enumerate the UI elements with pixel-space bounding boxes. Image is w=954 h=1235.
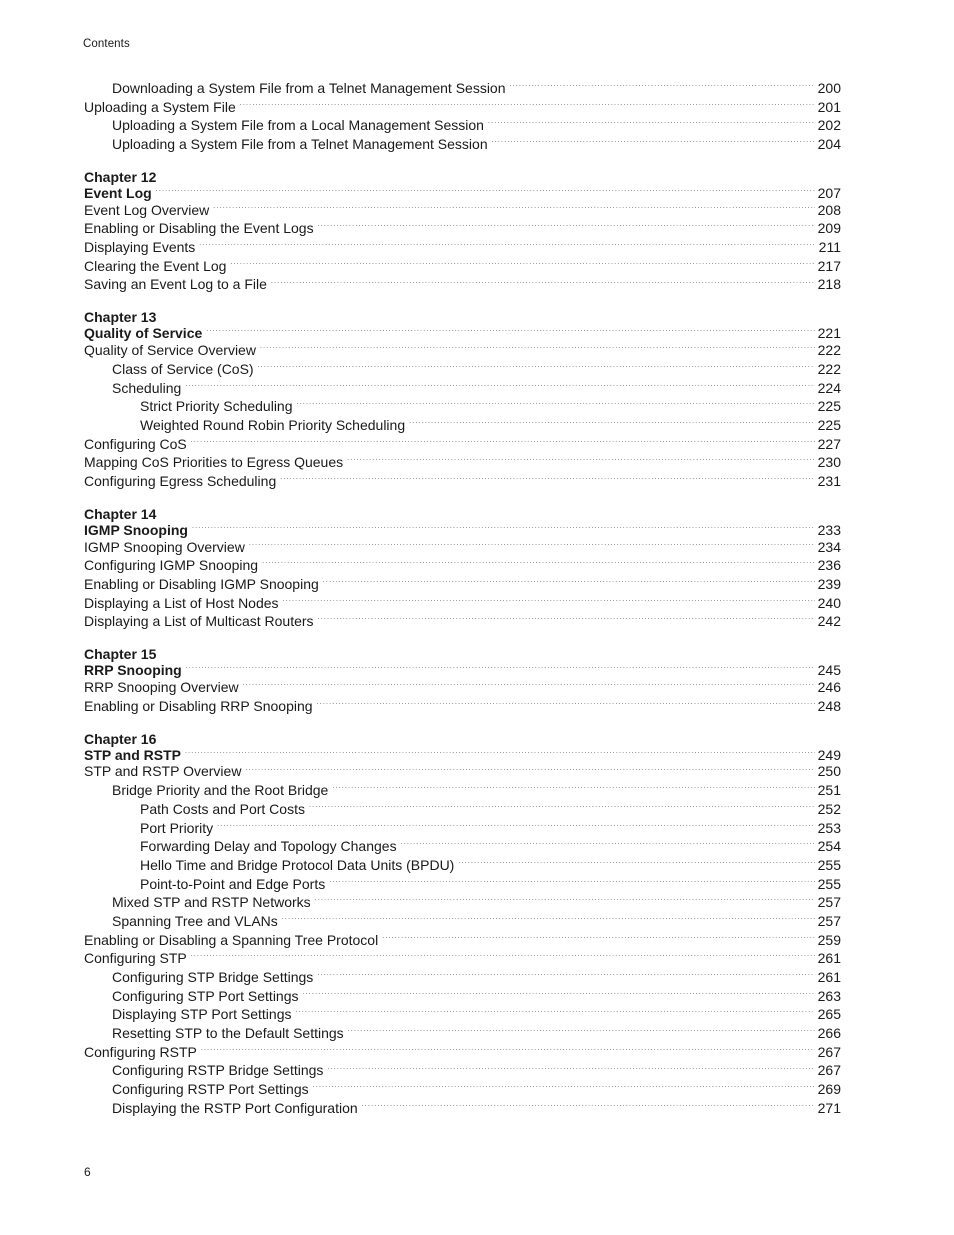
toc-entry-title: Enabling or Disabling a Spanning Tree Protocol [84,931,379,948]
toc-entry-page: 221 [817,325,841,342]
toc-entry-title: Event Log Overview [84,201,210,218]
dot-leader [315,890,815,909]
toc-entry-title: Event Log [84,184,152,201]
toc-entry-title: Configuring STP [84,950,187,967]
toc-entry-page: 245 [817,662,841,679]
dot-leader [492,132,815,151]
dot-leader [348,1021,815,1040]
toc-entry-page: 231 [817,472,841,489]
toc-entry-title: Uploading a System File [84,98,236,115]
toc-entry-title: Uploading a System File from a Telnet Management Session [112,136,488,153]
dot-leader [327,1059,814,1078]
dot-leader [401,834,815,853]
dot-leader [191,432,815,451]
toc-entry-title: Mixed STP and RSTP Networks [112,894,311,911]
dot-leader [313,1077,815,1096]
toc-entry-page: 267 [817,1043,841,1060]
dot-leader [317,694,815,713]
toc-entry[interactable] [84,1099,841,1118]
toc-entry-title: RRP Snooping [84,662,182,679]
dot-leader [488,113,815,132]
toc-entry-page: 251 [817,782,841,799]
dot-leader [245,760,814,779]
toc-entry-title: Configuring RSTP Bridge Settings [112,1062,324,1079]
toc-entry-title: STP and RSTP [84,746,181,763]
toc-entry-title: Scheduling [112,379,182,396]
toc-entry-page: 250 [817,763,841,780]
toc-entry-title: Enabling or Disabling the Event Logs [84,220,314,237]
dot-leader [213,198,814,217]
dot-leader [283,591,815,610]
dot-leader [156,182,815,198]
dot-leader [206,322,814,338]
toc-entry-title: Clearing the Event Log [84,257,227,274]
toc-entry-page: 252 [817,800,841,817]
dot-leader [230,254,814,273]
dot-leader [280,469,814,488]
toc-entry-page: 255 [817,856,841,873]
toc-entry-page: 265 [817,1006,841,1023]
toc-entry-title: Configuring CoS [84,435,187,452]
toc-entry-page: 209 [817,220,841,237]
toc-entry-page: 236 [817,557,841,574]
toc-entry-title: Path Costs and Port Costs [140,800,305,817]
toc-entry-title: Bridge Priority and the Root Bridge [112,782,329,799]
toc-entry-title: Displaying the RSTP Port Configuration [112,1099,358,1116]
toc-entry-title: Enabling or Disabling IGMP Snooping [84,576,319,593]
dot-leader [296,1002,815,1021]
toc-entry-title: STP and RSTP Overview [84,763,242,780]
toc-entry[interactable] [84,612,841,631]
dot-leader [329,872,814,891]
dot-leader [243,675,815,694]
toc-entry-title: Configuring RSTP Port Settings [112,1081,309,1098]
toc-entry-title: Configuring STP Bridge Settings [112,969,314,986]
toc-entry-title: Displaying STP Port Settings [112,1006,292,1023]
toc-entry-page: 211 [818,239,841,256]
toc-entry-title: IGMP Snooping [84,521,188,538]
dot-leader [510,76,815,95]
dot-leader [318,216,815,235]
toc-entry-page: 222 [817,342,841,359]
toc-entry-page: 267 [817,1062,841,1079]
toc-entry-page: 255 [817,875,841,892]
toc-entry-page: 269 [817,1081,841,1098]
toc-entry-page: 208 [817,201,841,218]
toc-entry-title: Resetting STP to the Default Settings [112,1025,344,1042]
dot-leader [260,338,815,357]
toc-entry-page: 242 [817,613,841,630]
toc-entry-page: 234 [817,538,841,555]
toc-entry-title: Hello Time and Bridge Protocol Data Units (BPDU) [140,856,455,873]
toc-entry-page: 254 [817,838,841,855]
toc-entry-title: Uploading a System File from a Local Management Session [112,117,484,134]
dot-leader [217,816,815,835]
toc-entry-title: Displaying a List of Host Nodes [84,594,279,611]
toc-entry-page: 257 [817,912,841,929]
dot-leader [185,376,814,395]
toc-entry-page: 257 [817,894,841,911]
toc-entry-page: 224 [817,379,841,396]
dot-leader [199,235,815,254]
toc-entry-title: Spanning Tree and VLANs [112,912,278,929]
toc-entry-title: Mapping CoS Priorities to Egress Queues [84,454,344,471]
dot-leader [185,744,815,760]
dot-leader [191,946,815,965]
dot-leader [258,357,815,376]
page-number: 6 [84,1165,91,1179]
toc-entry-title: Configuring STP Port Settings [112,987,299,1004]
toc-entry-page: 225 [817,416,841,433]
dot-leader [382,928,814,947]
toc-entry-page: 201 [817,98,841,115]
toc-entry-title: Configuring IGMP Snooping [84,557,259,574]
table-of-contents [84,79,841,1118]
dot-leader [362,1096,815,1115]
toc-entry-title: Forwarding Delay and Topology Changes [140,838,397,855]
dot-leader [323,572,815,591]
toc-entry-page: 200 [817,79,841,96]
toc-entry-title: Weighted Round Robin Priority Scheduling [140,416,406,433]
toc-entry-page: 204 [817,136,841,153]
dot-leader [303,984,815,1003]
dot-leader [409,413,815,432]
toc-entry-page: 207 [817,184,841,201]
toc-entry-page: 261 [817,969,841,986]
toc-entry-title: Class of Service (CoS) [112,360,254,377]
dot-leader [297,394,815,413]
toc-entry-page: 246 [817,679,841,696]
chapter-label: Chapter 12 [84,168,157,185]
toc-entry-title: Port Priority [140,819,214,836]
toc-entry-title: Configuring Egress Scheduling [84,472,277,489]
toc-entry-title: Enabling or Disabling RRP Snooping [84,697,313,714]
toc-entry-page: 233 [817,521,841,538]
dot-leader [271,273,815,292]
dot-leader [282,909,815,928]
chapter-label: Chapter 14 [84,505,157,522]
dot-leader [186,659,815,675]
toc-entry-page: 217 [817,257,841,274]
chapter-label: Chapter 16 [84,730,157,747]
toc-entry-title: Point-to-Point and Edge Ports [140,875,326,892]
toc-entry-title: Displaying a List of Multicast Routers [84,613,314,630]
toc-entry-page: 222 [817,360,841,377]
dot-leader [249,535,815,554]
dot-leader [347,450,815,469]
chapter-label: Chapter 13 [84,309,157,326]
dot-leader [332,778,814,797]
dot-leader [317,965,814,984]
toc-entry-title: Configuring RSTP [84,1043,197,1060]
toc-entry-page: 230 [817,454,841,471]
toc-entry[interactable] [84,276,841,295]
toc-entry-page: 263 [817,987,841,1004]
dot-leader [318,609,815,628]
toc-entry-page: 202 [817,117,841,134]
toc-entry-page: 271 [817,1099,841,1116]
dot-leader [309,797,815,816]
toc-entry[interactable] [84,697,841,716]
toc-entry[interactable] [84,135,841,154]
dot-leader [201,1040,815,1059]
toc-entry-page: 259 [817,931,841,948]
toc-entry-page: 239 [817,576,841,593]
toc-entry-page: 227 [817,435,841,452]
toc-entry-page: 218 [817,276,841,293]
toc-entry-page: 249 [817,746,841,763]
toc-entry[interactable] [84,472,841,491]
toc-entry-page: 253 [817,819,841,836]
toc-entry-page: 240 [817,594,841,611]
toc-entry-title: Quality of Service [84,325,203,342]
toc-entry-page: 261 [817,950,841,967]
toc-entry-page: 248 [817,697,841,714]
dot-leader [192,519,815,535]
toc-entry-title: IGMP Snooping Overview [84,538,245,555]
toc-entry-title: Quality of Service Overview [84,342,256,359]
dot-leader [240,95,815,114]
toc-entry-title: Displaying Events [84,239,196,256]
toc-entry-title: Saving an Event Log to a File [84,276,267,293]
toc-entry-title: Strict Priority Scheduling [140,398,293,415]
toc-entry-page: 225 [817,398,841,415]
toc-entry-title: RRP Snooping Overview [84,679,239,696]
toc-entry-page: 266 [817,1025,841,1042]
dot-leader [458,853,814,872]
toc-entry-title: Downloading a System File from a Telnet Management Session [112,79,506,96]
running-header: Contents [83,38,130,50]
dot-leader [262,553,815,572]
chapter-label: Chapter 15 [84,646,157,663]
